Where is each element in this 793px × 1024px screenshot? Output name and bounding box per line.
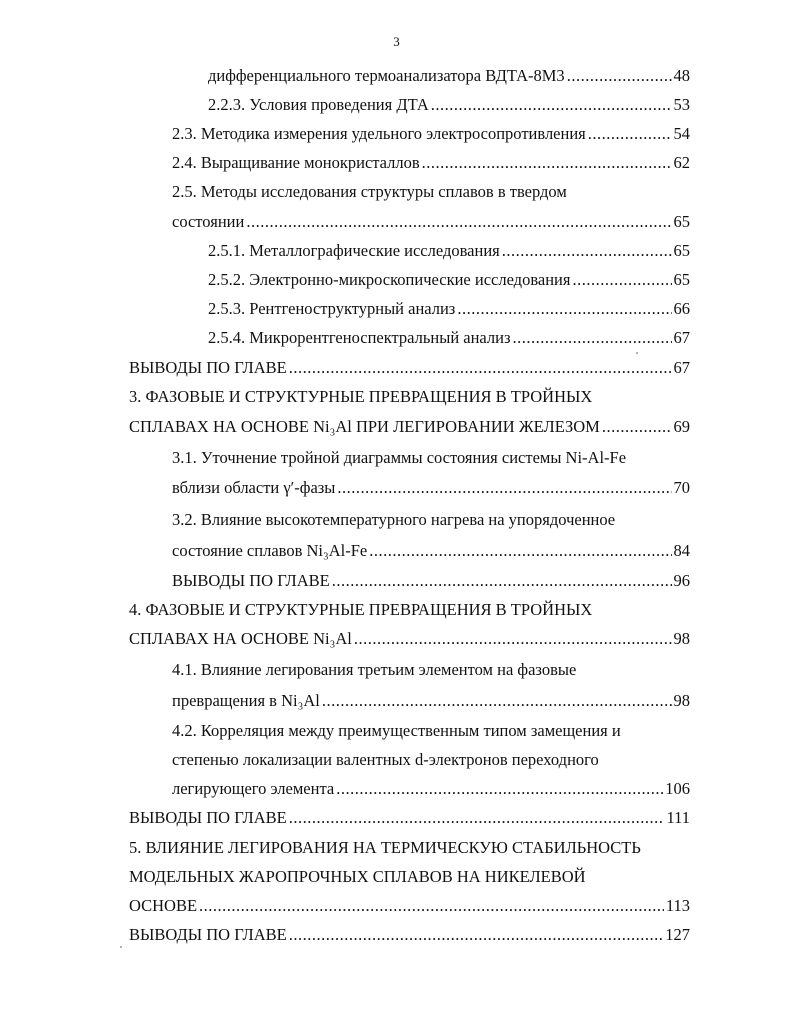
dot-leader <box>332 571 672 591</box>
toc-entry <box>172 174 690 202</box>
dot-leader <box>602 417 672 437</box>
toc-entry-page: 113 <box>665 896 690 915</box>
toc-entry-page: 65 <box>673 270 690 289</box>
toc-entry-text: МОДЕЛЬНЫХ ЖАРОПРОЧНЫХ СПЛАВОВ НА НИКЕЛЕВОЙ <box>129 867 586 886</box>
toc-entry <box>172 116 690 144</box>
dot-leader <box>246 212 671 232</box>
toc-entry <box>208 233 690 261</box>
toc-entry-page: 54 <box>673 124 690 143</box>
dot-leader <box>369 541 671 561</box>
toc-entry <box>129 800 690 828</box>
dot-leader <box>337 478 671 498</box>
toc-entry <box>129 409 690 437</box>
dot-leader <box>513 328 672 348</box>
toc-entry-text: 2.3. Методика измерения удельного электросопротивления <box>172 124 586 143</box>
toc-entry-page: 96 <box>673 571 690 590</box>
toc-entry-text: 2.4. Выращивание монокристаллов <box>172 153 420 172</box>
toc-entry-page: 111 <box>666 808 690 827</box>
toc-entry <box>129 859 690 887</box>
toc-entry-page: 84 <box>673 541 690 560</box>
toc-entry-text: 5. ВЛИЯНИЕ ЛЕГИРОВАНИЯ НА ТЕРМИЧЕСКУЮ СТАБИЛЬНОСТЬ <box>129 838 641 857</box>
toc-entry <box>172 563 690 591</box>
toc-entry <box>129 830 690 858</box>
dot-leader <box>422 153 672 173</box>
dot-leader <box>502 241 672 261</box>
scan-speck <box>636 352 638 354</box>
toc-entry-text: 3.2. Влияние высокотемпературного нагрева на упорядоченное <box>172 510 616 529</box>
toc-entry <box>172 145 690 173</box>
toc-entry <box>208 320 690 348</box>
page-number: 3 <box>393 34 400 49</box>
toc-entry-text: вблизи области γ′-фазы <box>172 478 336 497</box>
toc-entry-page: 67 <box>673 328 690 347</box>
toc-entry-text: легирующего элемента <box>172 779 335 798</box>
toc-entry-text: 2.5.4. Микрорентгеноспектральный анализ <box>208 328 511 347</box>
toc-entry <box>208 291 690 319</box>
dot-leader <box>457 299 671 319</box>
toc-entry-text: состояние сплавов Ni₃Al-Fe <box>172 541 368 560</box>
toc-entry-page: 65 <box>673 212 690 231</box>
toc-entry <box>172 533 690 561</box>
toc-entry-page: 70 <box>673 478 690 497</box>
toc-entry-text: 2.5.1. Металлографические исследования <box>208 241 500 260</box>
toc-entry <box>129 592 690 620</box>
dot-leader <box>431 95 672 115</box>
toc-entry-page: 66 <box>673 299 690 318</box>
toc-entry-page: 69 <box>673 417 690 436</box>
toc-entry-text: ОСНОВЕ <box>129 896 198 915</box>
dot-leader <box>354 629 672 649</box>
toc-entry <box>129 350 690 378</box>
toc-entry <box>172 204 690 232</box>
toc-entry <box>172 683 690 711</box>
toc-entry-text: 4.1. Влияние легирования третьим элементом на фазовые <box>172 660 577 679</box>
toc-entry <box>172 742 690 770</box>
toc-entry-text: СПЛАВАХ НА ОСНОВЕ Ni₃Al ПРИ ЛЕГИРОВАНИИ ЖЕЛЕЗОМ <box>129 417 600 436</box>
toc-entry <box>172 470 690 498</box>
toc-entry-text: 2.5.3. Рентгеноструктурный анализ <box>208 299 456 318</box>
toc-entry-page: 67 <box>673 358 690 377</box>
dot-leader <box>336 779 663 799</box>
toc-entry-text: степенью локализации валентных d-электронов переходного <box>172 750 599 769</box>
toc-entry-page: 48 <box>673 66 690 85</box>
toc-entry <box>172 771 690 799</box>
toc-entry-text: превращения в Ni₃Al <box>172 691 320 710</box>
toc-entry-text: 3. ФАЗОВЫЕ И СТРУКТУРНЫЕ ПРЕВРАЩЕНИЯ В ТРОЙНЫХ <box>129 387 593 406</box>
toc-entry <box>129 621 690 649</box>
toc-entry-text: ВЫВОДЫ ПО ГЛАВЕ <box>172 571 330 590</box>
toc-entry-text: состоянии <box>172 212 245 231</box>
dot-leader <box>567 66 672 86</box>
dot-leader <box>572 270 671 290</box>
toc-entry-page: 53 <box>673 95 690 114</box>
dot-leader <box>199 896 664 916</box>
toc-entry-text: СПЛАВАХ НА ОСНОВЕ Ni₃Al <box>129 629 352 648</box>
toc-entry <box>172 652 690 680</box>
scan-speck <box>120 946 122 948</box>
toc-entry-page: 98 <box>673 691 690 710</box>
dot-leader <box>322 691 672 711</box>
toc-entry <box>172 502 690 530</box>
toc-entry <box>172 440 690 468</box>
toc-entry-text: ВЫВОДЫ ПО ГЛАВЕ <box>129 358 287 377</box>
toc-entry-text: 2.2.3. Условия проведения ДТА <box>208 95 429 114</box>
toc-entry-page: 65 <box>673 241 690 260</box>
dot-leader <box>289 358 672 378</box>
toc-entry-page: 98 <box>673 629 690 648</box>
toc-entry <box>208 58 690 86</box>
toc-entry <box>129 888 690 916</box>
toc-entry-text: 3.1. Уточнение тройной диаграммы состояния системы Ni-Al-Fe <box>172 448 627 467</box>
toc-entry-text: 4. ФАЗОВЫЕ И СТРУКТУРНЫЕ ПРЕВРАЩЕНИЯ В ТРОЙНЫХ <box>129 600 593 619</box>
toc-entry-text: ВЫВОДЫ ПО ГЛАВЕ <box>129 925 287 944</box>
toc-entry-page: 62 <box>673 153 690 172</box>
toc-entry-text: ВЫВОДЫ ПО ГЛАВЕ <box>129 808 287 827</box>
toc-entry <box>129 379 690 407</box>
toc-entry-text: 2.5.2. Электронно-микроскопические исследования <box>208 270 571 289</box>
toc-entry <box>129 917 690 945</box>
dot-leader <box>289 925 664 945</box>
toc-entry-text: дифференциального термоанализатора ВДТА-8М3 <box>208 66 565 85</box>
toc-entry <box>208 87 690 115</box>
toc-entry-page: 106 <box>665 779 690 798</box>
toc-entry-page: 127 <box>665 925 690 944</box>
toc-entry-text: 2.5. Методы исследования структуры сплавов в твердом <box>172 182 567 201</box>
toc-entry <box>172 713 690 741</box>
toc-entry <box>208 262 690 290</box>
dot-leader <box>588 124 672 144</box>
toc-entry-text: 4.2. Корреляция между преимущественным типом замещения и <box>172 721 621 740</box>
dot-leader <box>289 808 665 828</box>
